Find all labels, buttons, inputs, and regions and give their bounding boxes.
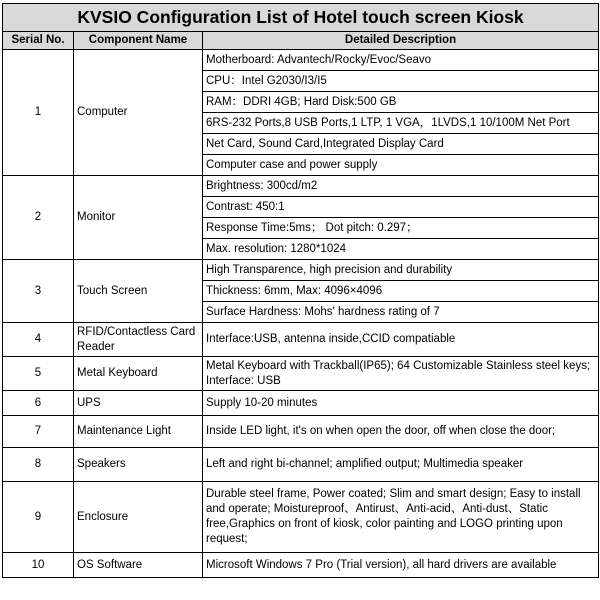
serial-cell: 8 [3,448,74,482]
serial-cell: 7 [3,416,74,448]
serial-cell: 9 [3,482,74,553]
component-cell: Speakers [74,448,203,482]
description-cell: Computer case and power supply [203,155,599,176]
config-sheet [2,3,598,578]
table-row [3,391,599,416]
serial-cell: 1 [3,50,74,176]
table-row [3,416,599,448]
description-cell: CPU：Intel G2030/I3/I5 [203,71,599,92]
description-cell: Motherboard: Advantech/Rocky/Evoc/Seavo [203,50,599,71]
description-cell: Net Card, Sound Card,Integrated Display Card [203,134,599,155]
component-cell: Metal Keyboard [74,357,203,391]
component-cell: OS Software [74,553,203,578]
table-row [3,176,599,197]
serial-cell: 10 [3,553,74,578]
table-title: KVSIO Configuration List of Hotel touch screen Kiosk [3,4,599,32]
description-cell: Left and right bi-channel; amplified output; Multimedia speaker [203,448,599,482]
description-cell: Interface:USB, antenna inside,CCID compatiable [203,323,599,357]
description-cell: Microsoft Windows 7 Pro (Trial version), all hard drivers are available [203,553,599,578]
serial-cell: 4 [3,323,74,357]
header-component: Component Name [74,32,203,50]
description-cell: Max. resolution: 1280*1024 [203,239,599,260]
description-cell: Response Time:5ms； Dot pitch: 0.297； [203,218,599,239]
serial-cell: 2 [3,176,74,260]
table-row [3,323,599,357]
table-row [3,50,599,71]
title-row [3,4,599,32]
description-cell: 6RS-232 Ports,8 USB Ports,1 LTP, 1 VGA，1LVDS,1 10/100M Net Port [203,113,599,134]
table-row [3,357,599,391]
table-row [3,553,599,578]
component-cell: Computer [74,50,203,176]
serial-cell: 5 [3,357,74,391]
config-table [2,3,599,578]
description-cell: Surface Hardness: Mohs' hardness rating of 7 [203,302,599,323]
header-row [3,32,599,50]
header-serial: Serial No. [3,32,74,50]
description-cell: Thickness: 6mm, Max: 4096×4096 [203,281,599,302]
table-row [3,448,599,482]
description-cell: Contrast: 450:1 [203,197,599,218]
component-cell: Touch Screen [74,260,203,323]
description-cell: RAM：DDRI 4GB; Hard Disk:500 GB [203,92,599,113]
description-cell: Inside LED light, it's on when open the door, off when close the door; [203,416,599,448]
component-cell: UPS [74,391,203,416]
header-description: Detailed Description [203,32,599,50]
component-cell: RFID/Contactless Card Reader [74,323,203,357]
description-cell: Metal Keyboard with Trackball(IP65); 64 Customizable Stainless steel keys; Interface: USB [203,357,599,391]
component-cell: Enclosure [74,482,203,553]
description-cell: Supply 10-20 minutes [203,391,599,416]
description-cell: Brightness: 300cd/m2 [203,176,599,197]
component-cell: Maintenance Light [74,416,203,448]
table-row [3,482,599,553]
component-cell: Monitor [74,176,203,260]
description-cell: Durable steel frame, Power coated; Slim and smart design; Easy to install and operate; Moistureproof、Antirust、Anti-acid、Anti-dust、Static free,Graphics on front of kiosk, color painting and LOGO printing upon request; [203,482,599,553]
table-row [3,260,599,281]
serial-cell: 6 [3,391,74,416]
serial-cell: 3 [3,260,74,323]
description-cell: High Transparence, high precision and durability [203,260,599,281]
